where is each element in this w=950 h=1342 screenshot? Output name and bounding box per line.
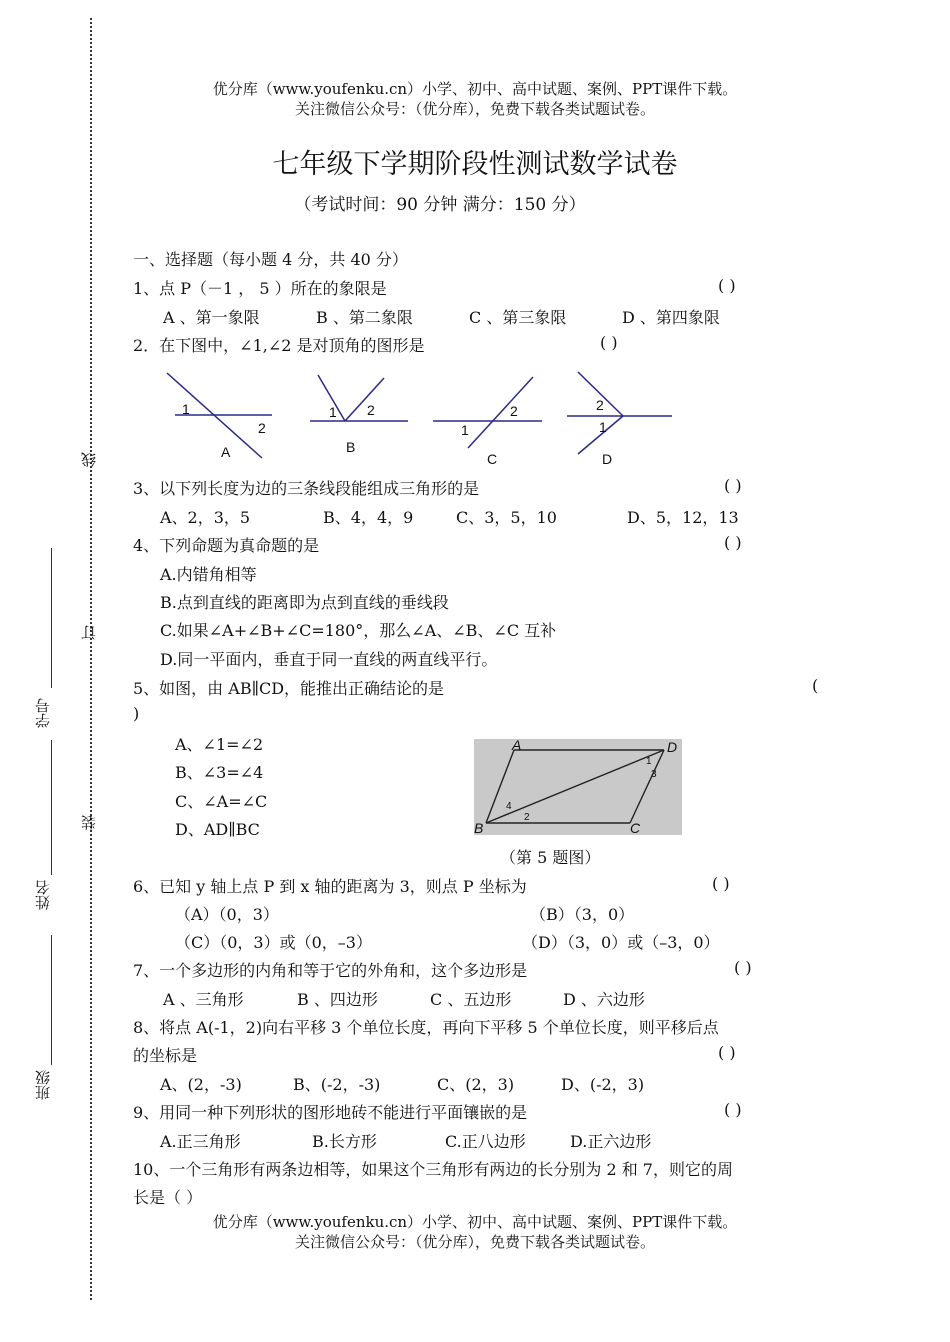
header-line-1: 优分库（www.youfenku.cn）小学、初中、高中试题、案例、PPT课件下载。 xyxy=(212,80,738,98)
q4-answer-paren[interactable]: ( ) xyxy=(724,533,742,552)
q4-option-c[interactable]: C.如果∠A+∠B+∠C=180°，那么∠A、∠B、∠C 互补 xyxy=(160,621,557,640)
class-label: 班级 xyxy=(34,1070,52,1100)
q1-text: 1、点 P（－1 ， 5 ）所在的象限是 xyxy=(133,279,387,298)
q3-text: 3、以下列长度为边的三条线段能组成三角形的是 xyxy=(133,479,480,498)
fig-b-angle1: 1 xyxy=(329,404,337,420)
q1-option-c[interactable]: C 、第三象限 xyxy=(469,308,567,327)
q7-option-b[interactable]: B 、四边形 xyxy=(297,990,378,1009)
q3-option-c[interactable]: C、3，5，10 xyxy=(456,508,557,527)
exam-subtitle: （考试时间：90 分钟 满分：150 分） xyxy=(294,195,586,215)
fig-d-angle2: 2 xyxy=(596,397,604,413)
fig-d-label: D xyxy=(602,451,613,467)
q9-option-a[interactable]: A.正三角形 xyxy=(160,1132,241,1151)
q9-option-c[interactable]: C.正八边形 xyxy=(445,1132,526,1151)
q5-option-b[interactable]: B、∠3=∠4 xyxy=(175,763,264,782)
q8-text-line1: 8、将点 A(-1，2)向右平移 3 个单位长度，再向下平移 5 个单位长度，则平移后点 xyxy=(133,1018,719,1037)
fig-b-label: B xyxy=(346,439,356,455)
q9-option-d[interactable]: D.正六边形 xyxy=(570,1132,652,1151)
q2-figure-b xyxy=(310,375,408,421)
q5-vertex-c: C xyxy=(630,820,641,835)
binding-label-ding: 订 xyxy=(80,625,98,640)
q8-option-d[interactable]: D、(-2，3) xyxy=(561,1075,645,1094)
q7-option-d[interactable]: D 、六边形 xyxy=(563,990,645,1009)
q8-answer-paren[interactable]: ( ) xyxy=(718,1043,736,1062)
fig-a-angle1: 1 xyxy=(182,401,190,417)
q9-text: 9、用同一种下列形状的图形地砖不能进行平面镶嵌的是 xyxy=(133,1103,528,1122)
q7-option-c[interactable]: C 、五边形 xyxy=(430,990,512,1009)
q5-figure xyxy=(474,739,682,835)
exam-title: 七年级下学期阶段性测试数学试卷 xyxy=(272,149,678,180)
binding-label-xian: 线 xyxy=(80,452,98,467)
q5-text: 5、如图，由 AB∥CD，能推出正确结论的是 xyxy=(133,679,445,698)
q5-option-d[interactable]: D、AD∥BC xyxy=(175,820,260,839)
q10-text-line2: 长是（ ） xyxy=(133,1188,203,1207)
fig-d-angle1: 1 xyxy=(599,419,607,435)
fig-a-label: A xyxy=(221,444,231,460)
q3-option-b[interactable]: B、4，4，9 xyxy=(323,508,414,527)
footer-line-1: 优分库（www.youfenku.cn）小学、初中、高中试题、案例、PPT课件下载。 xyxy=(212,1213,738,1231)
q2-text: 2．在下图中，∠1,∠2 是对顶角的图形是 xyxy=(133,336,425,355)
header-line-2: 关注微信公众号：（优分库），免费下载各类试题试卷。 xyxy=(294,100,655,118)
q4-option-b[interactable]: B.点到直线的距离即为点到直线的垂线段 xyxy=(160,593,449,612)
q5-answer-paren-open[interactable]: ( xyxy=(812,676,819,695)
q5-angle-4: 4 xyxy=(506,801,512,812)
q1-option-b[interactable]: B 、第二象限 xyxy=(316,308,413,327)
q1-answer-paren[interactable]: ( ) xyxy=(718,276,736,295)
q3-option-d[interactable]: D、5，12，13 xyxy=(627,508,739,527)
q6-option-d[interactable]: （D）（3，0）或（–3，0） xyxy=(522,933,720,952)
name-label: 姓名 xyxy=(34,880,52,910)
q6-option-a[interactable]: （A）（0，3） xyxy=(175,905,279,924)
q3-answer-paren[interactable]: ( ) xyxy=(724,476,742,495)
fig-c-angle1: 1 xyxy=(461,422,469,438)
q2-figure-d xyxy=(567,372,672,454)
q8-option-a[interactable]: A、(2，-3) xyxy=(160,1075,242,1094)
fig-b-right-ray xyxy=(345,378,384,421)
q6-text: 6、已知 y 轴上点 P 到 x 轴的距离为 3，则点 P 坐标为 xyxy=(133,877,527,896)
binding-label-zhuang: 装 xyxy=(80,815,98,830)
q5-vertex-a: A xyxy=(512,739,522,753)
q2-figure-c xyxy=(433,377,542,448)
q1-option-d[interactable]: D 、第四象限 xyxy=(622,308,720,327)
q2-answer-paren[interactable]: ( ) xyxy=(600,333,618,352)
q10-text-line1: 10、一个三角形有两条边相等，如果这个三角形有两边的长分别为 2 和 7，则它的周 xyxy=(133,1160,733,1179)
q5-angle-2: 2 xyxy=(524,812,530,823)
q5-angle-1: 1 xyxy=(646,756,652,767)
q8-option-b[interactable]: B、(-2，-3) xyxy=(293,1075,381,1094)
q4-option-d[interactable]: D.同一平面内，垂直于同一直线的两直线平行。 xyxy=(160,650,498,669)
q8-text-line2: 的坐标是 xyxy=(133,1046,198,1065)
q6-option-c[interactable]: （C）（0，3）或（0，–3） xyxy=(175,933,372,952)
fig-c-transversal xyxy=(468,377,533,448)
class-blank[interactable] xyxy=(51,935,52,1065)
q9-option-b[interactable]: B.长方形 xyxy=(312,1132,377,1151)
q5-vertex-d: D xyxy=(667,739,678,755)
q7-answer-paren[interactable]: ( ) xyxy=(734,958,752,977)
q5-vertex-b: B xyxy=(474,820,484,835)
fig-a-angle2: 2 xyxy=(258,420,266,436)
q7-option-a[interactable]: A 、三角形 xyxy=(163,990,244,1009)
q3-option-a[interactable]: A、2，3，5 xyxy=(160,508,251,527)
q6-option-b[interactable]: （B）（3，0） xyxy=(530,905,635,924)
q5-angle-3: 3 xyxy=(651,769,657,780)
q4-option-a[interactable]: A.内错角相等 xyxy=(160,565,257,584)
q5-figure-background xyxy=(474,739,682,835)
q6-answer-paren[interactable]: ( ) xyxy=(712,874,730,893)
q5-option-c[interactable]: C、∠A=∠C xyxy=(175,792,268,811)
fig-c-label: C xyxy=(487,451,498,467)
q4-text: 4、下列命题为真命题的是 xyxy=(133,536,320,555)
q2-figures xyxy=(0,360,950,470)
student-id-blank[interactable] xyxy=(51,548,52,688)
footer-line-2: 关注微信公众号：（优分库），免费下载各类试题试卷。 xyxy=(294,1233,655,1251)
section-heading: 一、选择题（每小题 4 分，共 40 分） xyxy=(133,250,408,269)
q1-option-a[interactable]: A 、第一象限 xyxy=(163,308,260,327)
fig-b-angle2: 2 xyxy=(367,402,375,418)
q5-answer-paren-close: ) xyxy=(133,704,140,723)
name-blank[interactable] xyxy=(51,740,52,875)
fig-c-angle2: 2 xyxy=(510,403,518,419)
q7-text: 7、一个多边形的内角和等于它的外角和，这个多边形是 xyxy=(133,961,528,980)
q8-option-c[interactable]: C、(2，3) xyxy=(437,1075,515,1094)
q9-answer-paren[interactable]: ( ) xyxy=(724,1100,742,1119)
student-id-label: 学号 xyxy=(34,698,52,728)
q5-caption: （第 5 题图） xyxy=(500,848,601,867)
q5-option-a[interactable]: A、∠1=∠2 xyxy=(175,735,264,754)
